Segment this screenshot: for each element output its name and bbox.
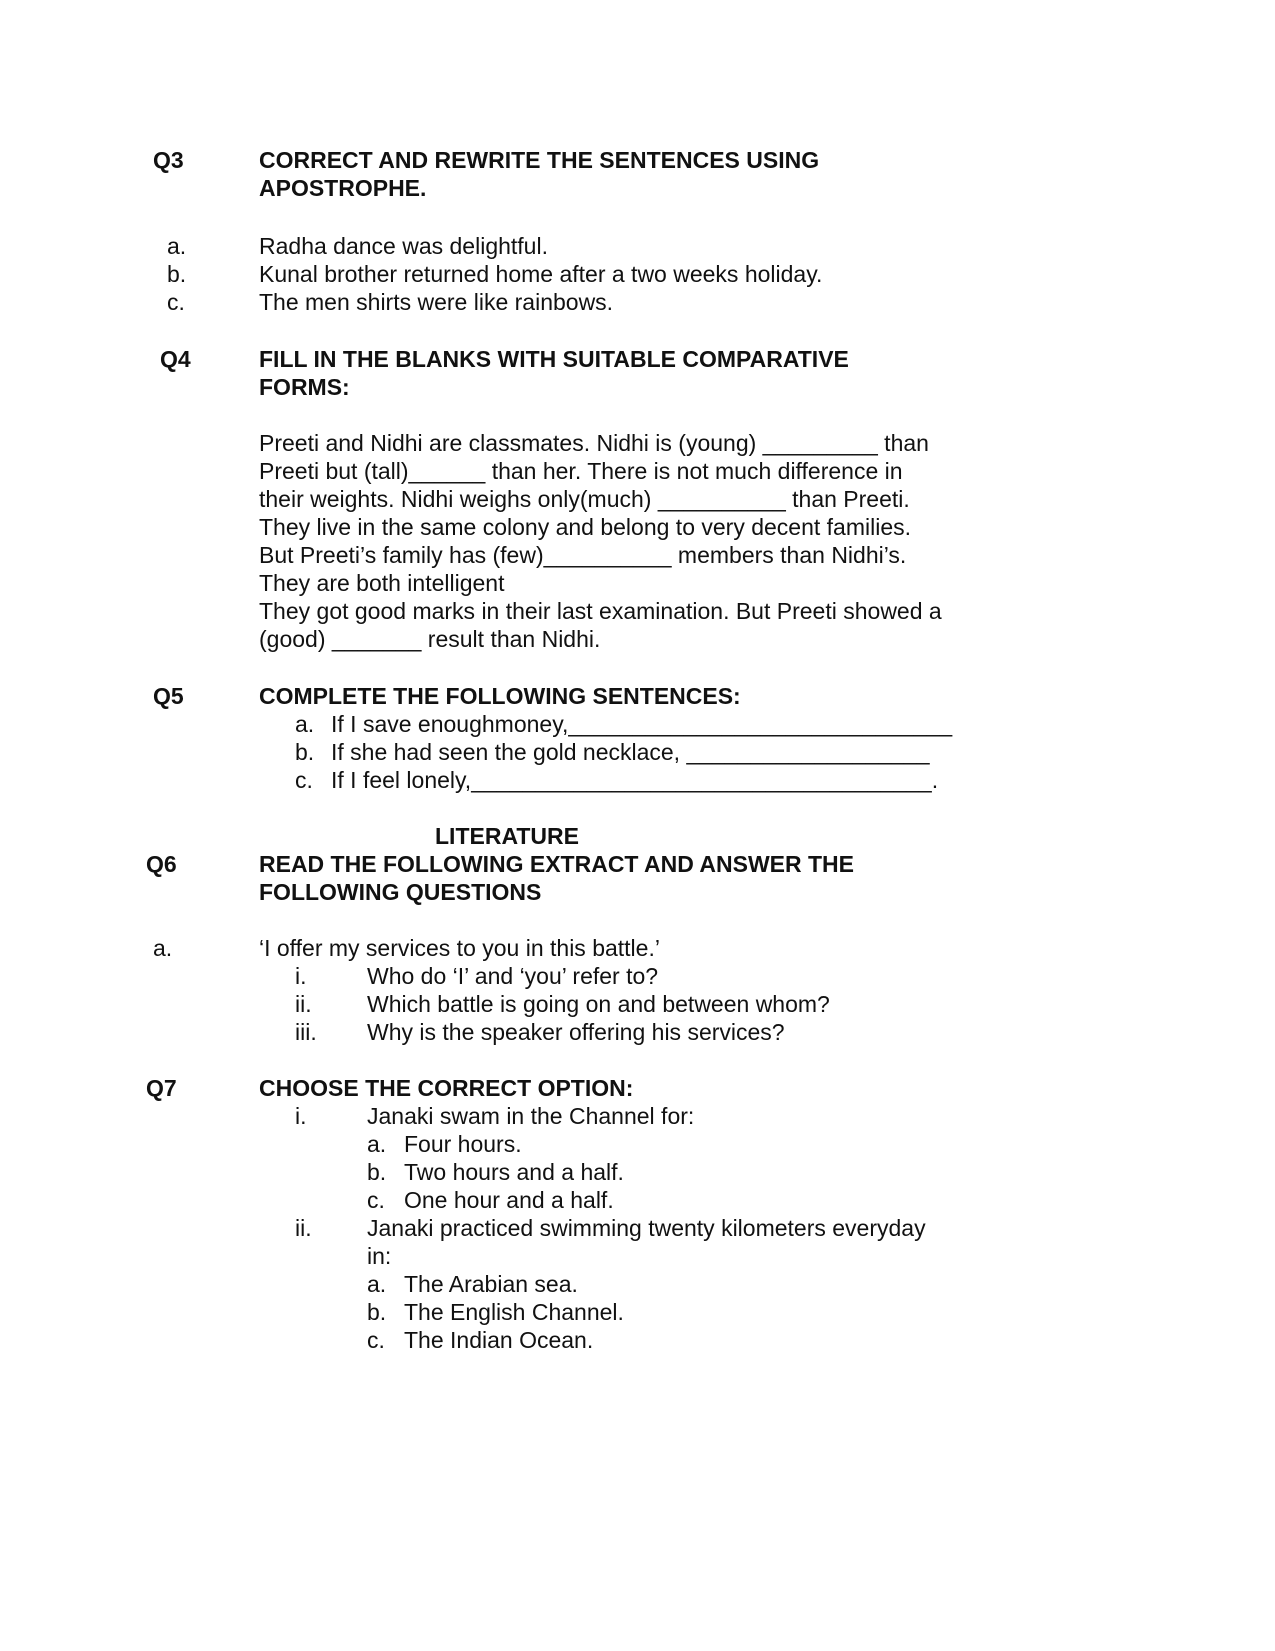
q7-question-label: ii. — [295, 1215, 312, 1241]
q6-question-label: i. — [295, 963, 307, 989]
q5-item-label: a. — [295, 711, 315, 737]
q3-item-label: b. — [167, 261, 187, 287]
q7-option-label: b. — [367, 1299, 387, 1325]
q3-item-label: c. — [167, 289, 185, 315]
q6-question-text: Why is the speaker offering his services? — [367, 1019, 785, 1045]
q7-question-text: Janaki swam in the Channel for: — [367, 1103, 695, 1129]
q7-number: Q7 — [146, 1075, 177, 1101]
q4-paragraph-line: their weights. Nidhi weighs only(much) __________ than Preeti. — [259, 486, 910, 512]
q4-title-line2: FORMS: — [259, 374, 350, 400]
q3-title-line1: CORRECT AND REWRITE THE SENTENCES USING — [259, 147, 820, 173]
q3-item-text: The men shirts were like rainbows. — [259, 289, 614, 315]
q4-paragraph-line: (good) _______ result than Nidhi. — [259, 626, 601, 652]
q4-paragraph-line: They are both intelligent — [259, 570, 505, 596]
q6-extract-text: ‘I offer my services to you in this battle.’ — [259, 935, 660, 961]
q7-question-label: i. — [295, 1103, 307, 1129]
q7-option-label: b. — [367, 1159, 387, 1185]
q5-title: COMPLETE THE FOLLOWING SENTENCES: — [259, 683, 741, 709]
q7-option-label: c. — [367, 1187, 385, 1213]
q5-number: Q5 — [153, 683, 184, 709]
q5-item-text: If I feel lonely,____________________________________. — [331, 767, 939, 793]
q4-paragraph-line: They got good marks in their last examination. But Preeti showed a — [259, 598, 942, 624]
q7-option-label: c. — [367, 1327, 385, 1353]
q5-item-text: If she had seen the gold necklace, ___________________ — [331, 739, 930, 765]
q7-option-label: a. — [367, 1271, 387, 1297]
q7-option-text: The English Channel. — [404, 1299, 624, 1325]
q4-number: Q4 — [160, 346, 191, 372]
q6-question-label: iii. — [295, 1019, 317, 1045]
q4-paragraph-line: Preeti and Nidhi are classmates. Nidhi is (young) _________ than — [259, 430, 929, 456]
q6-question-text: Which battle is going on and between whom? — [367, 991, 830, 1017]
q3-item-label: a. — [167, 233, 187, 259]
q3-number: Q3 — [153, 147, 184, 173]
q3-title-line2: APOSTROPHE. — [259, 175, 427, 201]
q4-title-line1: FILL IN THE BLANKS WITH SUITABLE COMPARATIVE — [259, 346, 849, 372]
q6-extract-label: a. — [153, 935, 173, 961]
q5-item-label: c. — [295, 767, 313, 793]
q7-option-text: One hour and a half. — [404, 1187, 614, 1213]
q6-number: Q6 — [146, 851, 177, 877]
q4-paragraph-line: Preeti but (tall)______ than her. There is not much difference in — [259, 458, 903, 484]
q6-question-label: ii. — [295, 991, 312, 1017]
q7-option-text: Four hours. — [404, 1131, 522, 1157]
literature-heading: LITERATURE — [435, 823, 579, 849]
q5-item-label: b. — [295, 739, 315, 765]
q5-item-text: If I save enoughmoney,______________________________ — [331, 711, 953, 737]
q7-option-text: The Indian Ocean. — [404, 1327, 594, 1353]
q7-question-text-continued: in: — [367, 1243, 392, 1269]
q6-title-line2: FOLLOWING QUESTIONS — [259, 879, 542, 905]
q6-question-text: Who do ‘I’ and ‘you’ refer to? — [367, 963, 659, 989]
q6-title-line1: READ THE FOLLOWING EXTRACT AND ANSWER THE — [259, 851, 854, 877]
q4-paragraph-line: They live in the same colony and belong to very decent families. — [259, 514, 912, 540]
q4-paragraph-line: But Preeti’s family has (few)__________ members than Nidhi’s. — [259, 542, 907, 568]
q3-item-text: Kunal brother returned home after a two weeks holiday. — [259, 261, 823, 287]
q3-item-text: Radha dance was delightful. — [259, 233, 548, 259]
q7-option-text: The Arabian sea. — [404, 1271, 578, 1297]
q7-option-text: Two hours and a half. — [404, 1159, 624, 1185]
q7-option-label: a. — [367, 1131, 387, 1157]
q7-question-text: Janaki practiced swimming twenty kilometers everyday — [367, 1215, 926, 1241]
q7-title: CHOOSE THE CORRECT OPTION: — [259, 1075, 634, 1101]
